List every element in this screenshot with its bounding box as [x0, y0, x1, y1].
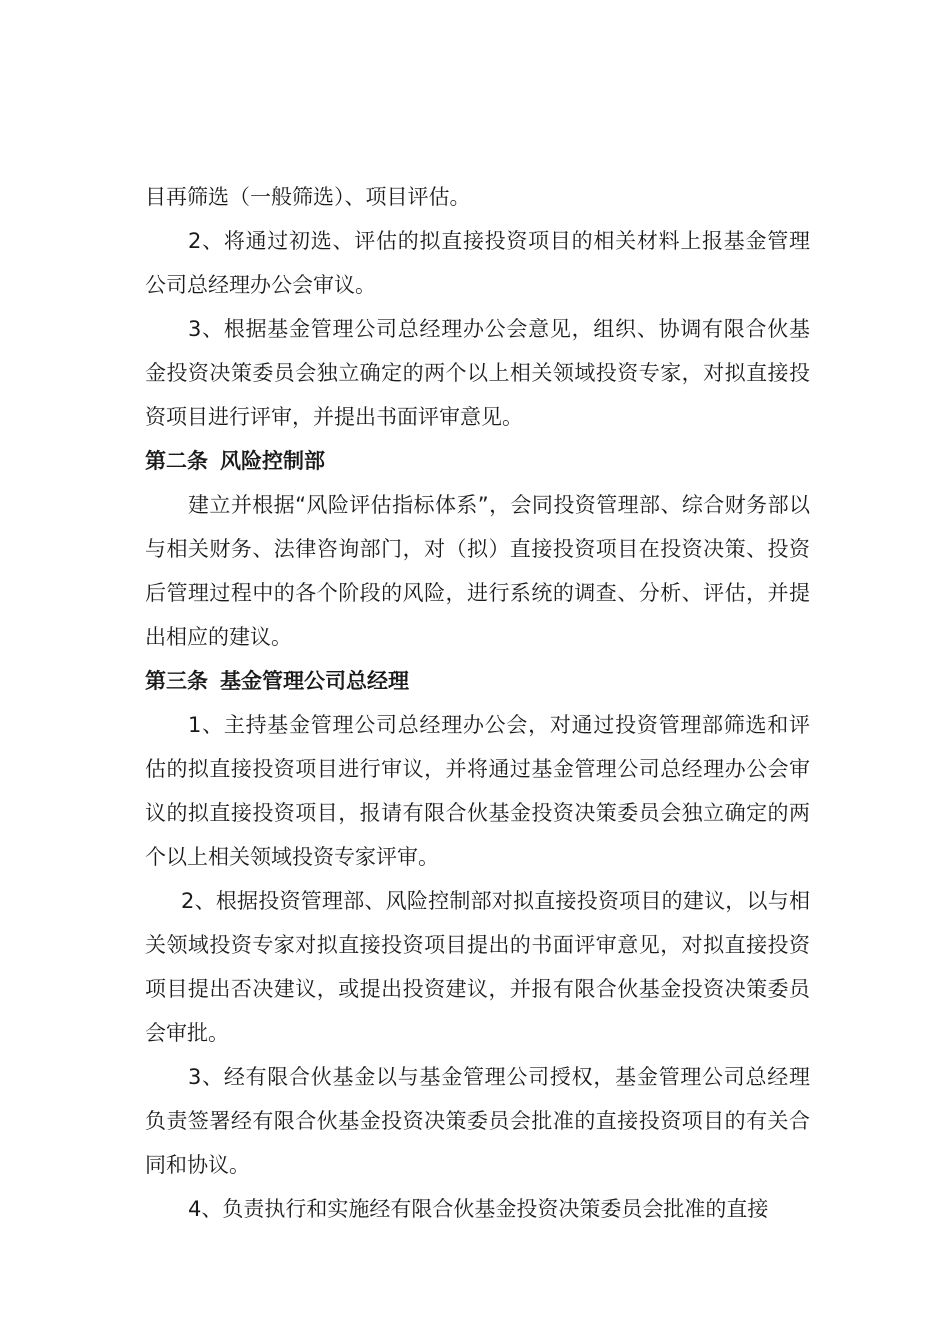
paragraph-item-2: 2、根据投资管理部、风险控制部对拟直接投资项目的建议，以与相关领域投资专家对拟直接投资项目提出的书面评审意见，对拟直接投资项目提出否决建议，或提出投资建议，并报有限合伙基金投资决策委员会审批。: [145, 889, 810, 1045]
paragraph-item-3: 3、根据基金管理公司总经理办公会意见，组织、协调有限合伙基金投资决策委员会独立确定的两个以上相关领域投资专家，对拟直接投资项目进行评审，并提出书面评审意见。: [145, 317, 810, 429]
paragraph-item-2: 2、将通过初选、评估的拟直接投资项目的相关材料上报基金管理公司总经理办公会审议。: [145, 229, 810, 297]
paragraph-item-3: 3、经有限合伙基金以与基金管理公司授权，基金管理公司总经理负责签署经有限合伙基金投资决策委员会批准的直接投资项目的有关合同和协议。: [145, 1065, 810, 1177]
paragraph-item-4: 4、负责执行和实施经有限合伙基金投资决策委员会批准的直接: [188, 1197, 769, 1221]
section-heading-article-2: [145, 439, 810, 483]
paragraph-continuation: 目再筛选（一般筛选）、项目评估。: [145, 185, 471, 209]
document-body: [145, 175, 810, 1231]
section-heading-article-3: [145, 659, 810, 703]
article-title: 风险控制部: [220, 449, 325, 473]
article-title: 基金管理公司总经理: [220, 669, 409, 693]
paragraph-risk-control: 建立并根据“风险评估指标体系”，会同投资管理部、综合财务部以与相关财务、法律咨询部门，对（拟）直接投资项目在投资决策、投资后管理过程中的各个阶段的风险，进行系统的调查、分析、评估，并提出相应的建议。: [145, 493, 810, 649]
article-number: 第二条: [145, 449, 208, 473]
paragraph-item-1: 1、主持基金管理公司总经理办公会，对通过投资管理部筛选和评估的拟直接投资项目进行审议，并将通过基金管理公司总经理办公会审议的拟直接投资项目，报请有限合伙基金投资决策委员会独立确定的两个以上相关领域投资专家评审。: [145, 713, 810, 869]
article-number: 第三条: [145, 669, 208, 693]
